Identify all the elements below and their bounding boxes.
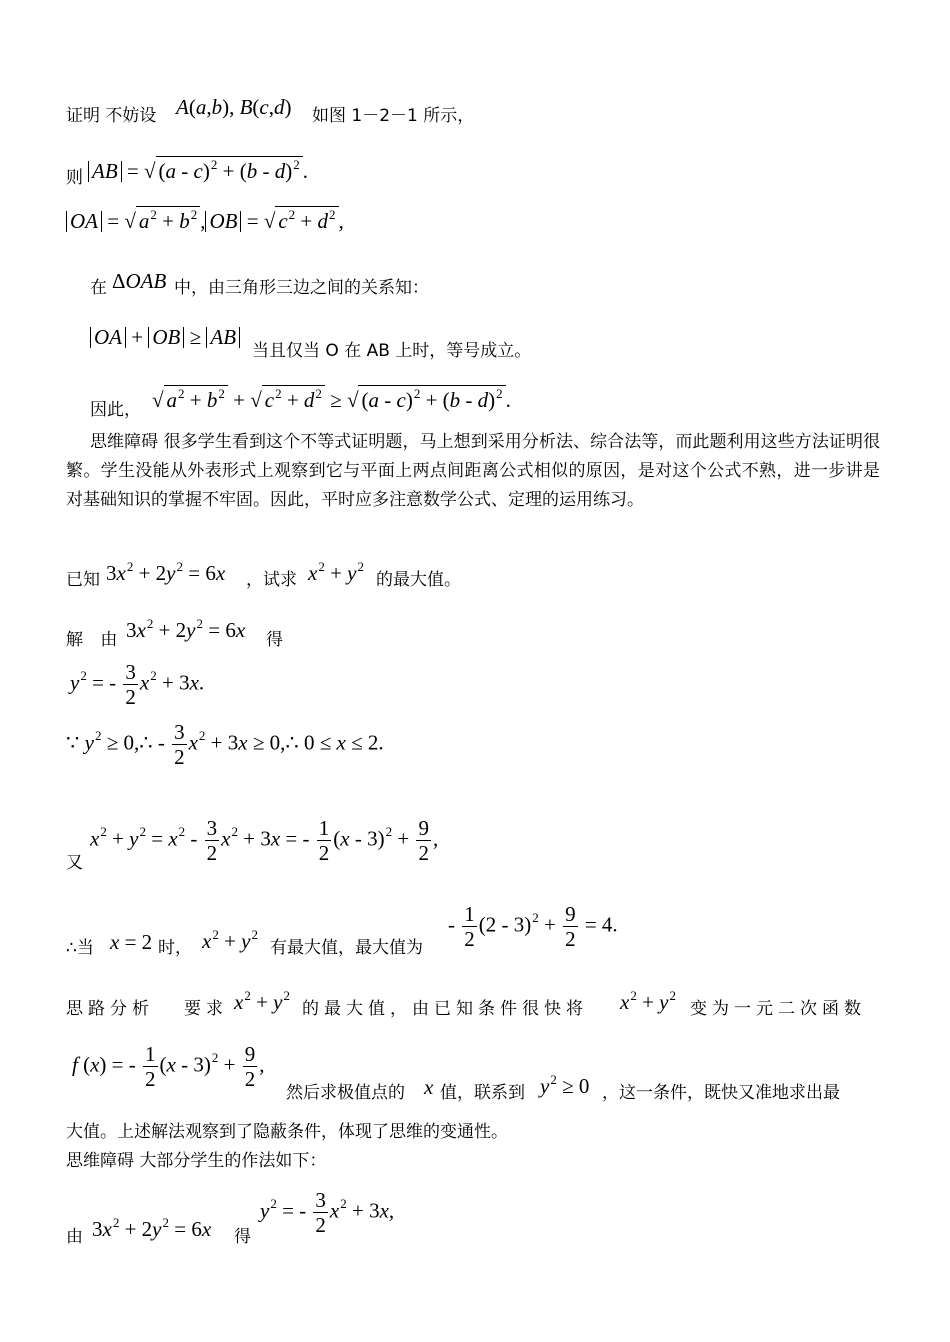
formula-target-3: $x^2 + y^2$ bbox=[234, 988, 290, 1014]
formula-sum-squares: $x^2 + y^2 = x^2$ - $\frac{3}{2}$ $x^2 + 3x$ = - $\frac{1}{2}$ (x - 3)$^2$ + $\frac{9}{2}$ , bbox=[90, 816, 439, 866]
formula-y-squared-2: $y^2$ = - $\frac{3}{2}$ $x^2 + 3x$, bbox=[260, 1188, 395, 1238]
analysis2-text-2: 值，联系到 bbox=[440, 1083, 525, 1103]
formula-triangle-inequality: OA + OB ≥ AB bbox=[90, 327, 240, 348]
formula-y-squared: $y^2$ = - $\frac{3}{2}$ $x^2 + 3x$. bbox=[70, 660, 205, 710]
formula-points: A(a,b), B(c,d) bbox=[176, 95, 292, 119]
problem-known: 已知 bbox=[66, 570, 100, 590]
formula-given: $3x^2 + 2y^2 = 6x$ bbox=[106, 559, 226, 585]
formula-given-2: $3x^2 + 2y^2 = 6x$ bbox=[126, 616, 246, 642]
thinking-obstacle-paragraph: 思维障碍 很多学生看到这个不等式证明题，马上想到采用分析法、综合法等，而此题利用这些方法证明很繁。学生没能从外表形式上观察到它与平面上两点间距离公式相似的原因，是对这个公式不熟，进一步讲是对基础知识的掌握不牢固。因此，平时应多注意数学公式、定理的运用练习。 bbox=[66, 432, 880, 510]
figure-ref: 如图 1－2－1 所示， bbox=[312, 106, 475, 126]
analysis-text-1: 要求 bbox=[184, 999, 228, 1019]
in-label: 在 bbox=[90, 278, 107, 298]
thinking-obstacle-2: 思维障碍 大部分学生的作法如下： bbox=[66, 1151, 327, 1171]
formula-ab-distance: AB = √ (a - c)$^2$ + (b - d)$^2$ . bbox=[88, 156, 308, 182]
formula-conclusion: √ $a^2 + b^2$ + √ $c^2 + d^2$ ≥ √ (a - c)$^2$ + (b - d)$^2$ . bbox=[152, 386, 511, 412]
formula-max-value: - $\frac{1}{2}$ (2 - 3)$^2$ + $\frac{9}{2}$ = 4. bbox=[448, 902, 618, 952]
again-label: 又 bbox=[66, 853, 83, 873]
problem-max: 的最大值。 bbox=[376, 570, 461, 590]
analysis-heading: 思路分析 bbox=[66, 999, 154, 1019]
formula-x-var: x bbox=[424, 1075, 434, 1099]
last-get: 得 bbox=[234, 1227, 251, 1247]
analysis2-text-1: 然后求极值点的 bbox=[286, 1083, 405, 1103]
formula-y-nonneg: $y^2 \ge 0$ bbox=[540, 1072, 590, 1098]
formula-given-3: $3x^2 + 2y^2 = 6x$ bbox=[92, 1215, 212, 1241]
analysis-text-4: 大值。上述解法观察到了隐蔽条件，体现了思维的变通性。 bbox=[66, 1122, 508, 1142]
formula-target: $x^2 + y^2$ bbox=[308, 559, 364, 585]
analysis-text-3: 变为一元二次函数 bbox=[690, 999, 866, 1019]
formula-quadratic: f (x) = - $\frac{1}{2}$ (x - 3)$^2$ + $\frac{9}{2}$ , bbox=[72, 1042, 265, 1092]
analysis2-text-3: ，这一条件，既快又准地求出最 bbox=[602, 1083, 840, 1103]
formula-oa-ob: OA = √ $a^2 + b^2$ , OB = √ $c^2 + d^2$ , bbox=[66, 206, 344, 232]
analysis-text-2: 的最大值，由已知条件很快将 bbox=[302, 999, 588, 1019]
solution-get: 得 bbox=[266, 630, 283, 650]
conclusion-at: 时， bbox=[158, 938, 192, 958]
conclusion-when: ∴当 bbox=[66, 938, 94, 958]
triangle-relation-text: 中，由三角形三边之间的关系知： bbox=[174, 278, 429, 298]
formula-target-2: $x^2 + y^2$ bbox=[202, 927, 258, 953]
equality-condition: 当且仅当 O 在 AB 上时，等号成立。 bbox=[252, 341, 532, 361]
formula-triangle: ΔOAB bbox=[112, 269, 167, 293]
then-label: 则 bbox=[66, 168, 83, 188]
conclusion-max: 有最大值，最大值为 bbox=[270, 938, 423, 958]
therefore-label: 因此， bbox=[90, 400, 141, 420]
formula-x-equals-2: x = 2 bbox=[110, 930, 153, 954]
formula-target-4: $x^2 + y^2$ bbox=[620, 988, 676, 1014]
formula-range: ∵ $y^2$ ≥ 0,∴ - $\frac{3}{2}$ $x^2 + 3x$ ≥ 0,∴ 0 ≤ x ≤ 2. bbox=[66, 720, 384, 770]
problem-ask: ，试求 bbox=[246, 570, 297, 590]
solution-label: 解 由 bbox=[66, 630, 124, 650]
last-from: 由 bbox=[66, 1227, 83, 1247]
proof-intro: 证明 不妨设 bbox=[66, 106, 157, 126]
